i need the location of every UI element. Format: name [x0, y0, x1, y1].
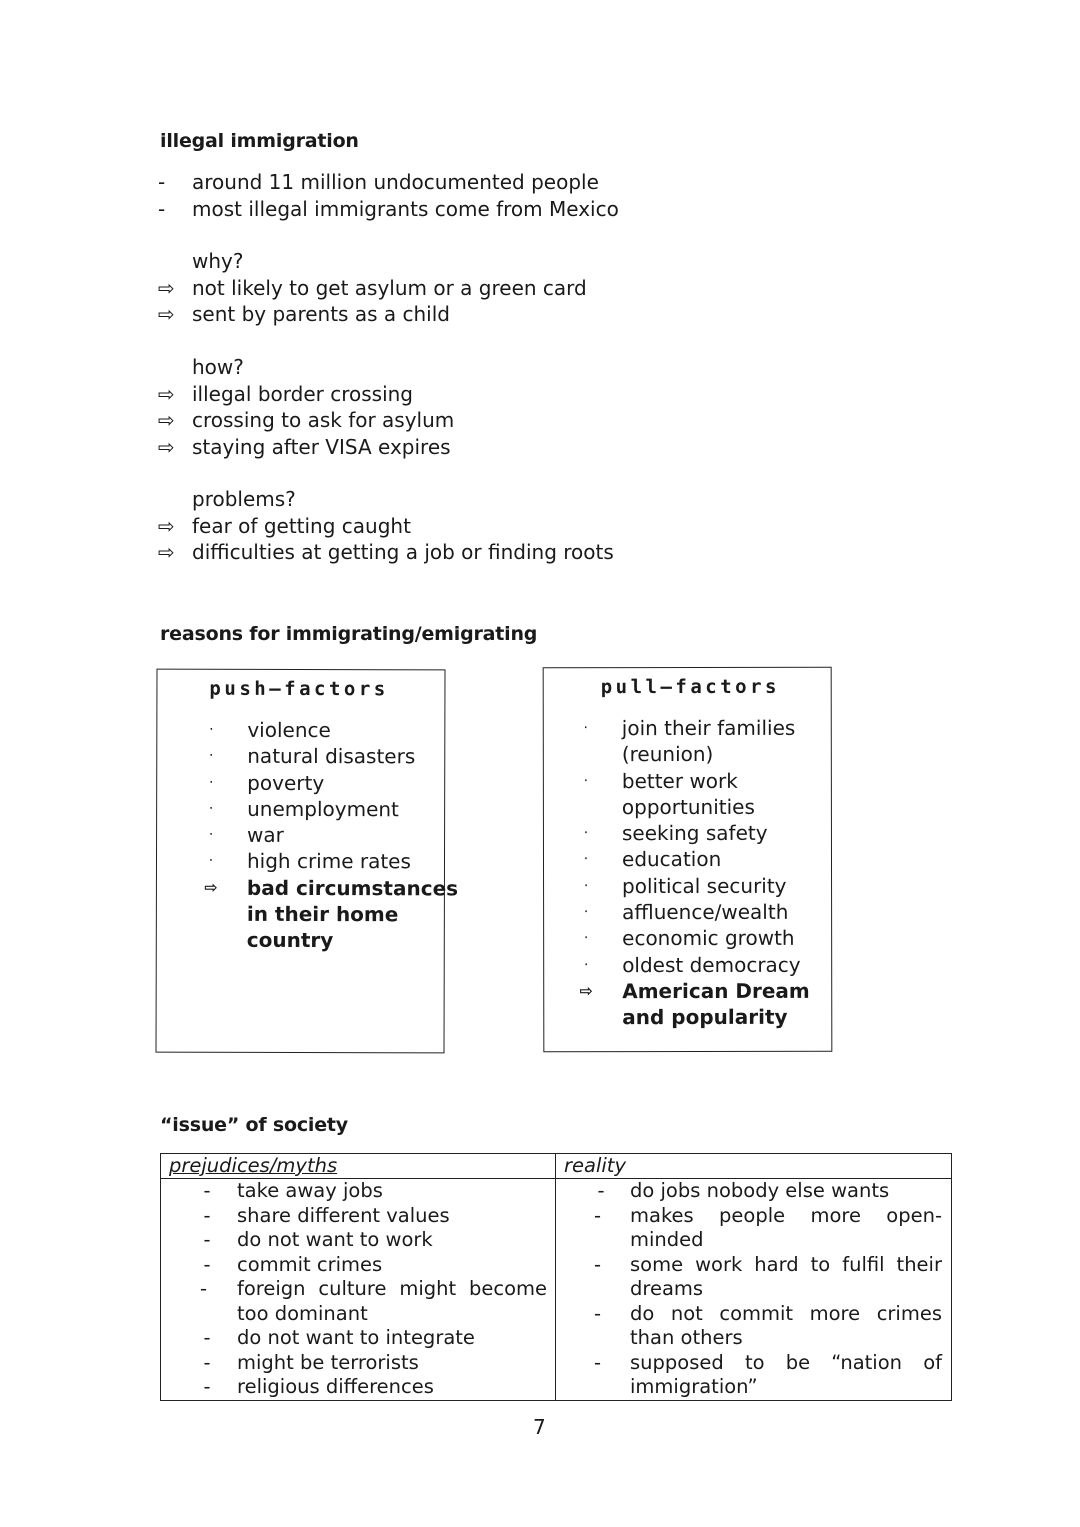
push-factors-list: [201, 717, 459, 954]
list-item: · natural disasters: [201, 743, 458, 770]
myths-list: [161, 1179, 555, 1400]
page-number: 7: [533, 1415, 546, 1439]
list-item: - do jobs nobody else wants: [594, 1179, 942, 1204]
dash-icon: -: [594, 1252, 602, 1276]
reality-cell: [556, 1179, 952, 1401]
list-item-continuation: opportunities: [621, 794, 755, 820]
list-item: - foreign culture might become: [200, 1277, 547, 1300]
bullet-dot-icon: ·: [208, 853, 214, 870]
list-item: · violence: [201, 717, 458, 744]
dash-icon: -: [203, 1326, 211, 1349]
myths-reality-table: [160, 1153, 952, 1401]
list-item-continuation: immigration”: [630, 1375, 758, 1398]
list-item-continuation: than others: [630, 1326, 743, 1349]
push-conclusion-line: country: [246, 928, 334, 953]
list-item: - do not want to integrate: [200, 1326, 547, 1351]
dash-icon: -: [200, 1277, 208, 1300]
bullet-dot-icon: ·: [208, 774, 214, 791]
dash-icon: -: [594, 1301, 602, 1325]
list-item: - take away jobs: [200, 1179, 547, 1204]
dash-icon: -: [594, 1350, 602, 1374]
bullet-dot-icon: ·: [583, 772, 589, 789]
myths-cell: [161, 1179, 556, 1401]
pull-factors-box: [543, 667, 833, 1053]
dash-icon: -: [597, 1179, 605, 1202]
section-title-reasons: reasons for immigrating/emigrating: [160, 623, 538, 645]
push-factors-box: [155, 669, 459, 1054]
pull-factors-title: pull–factors: [600, 675, 780, 699]
dash-icon: -: [158, 170, 166, 194]
pull-conclusion: ⇨ American Dream: [576, 978, 810, 1005]
why-block: [158, 248, 587, 328]
bullet-dot-icon: ·: [583, 877, 589, 894]
list-item: ⇨ difficulties at getting a job or finding roots: [158, 540, 614, 564]
list-item: · oldest democracy: [576, 951, 810, 978]
myths-column-header: prejudices/myths: [161, 1154, 556, 1179]
problems-block: [158, 486, 614, 566]
bullet-dot-icon: ·: [583, 930, 589, 947]
pull-conclusion-line: and popularity: [622, 1005, 788, 1030]
list-item: ⇨ sent by parents as a child: [158, 302, 450, 326]
arrow-right-icon: ⇨: [204, 877, 218, 897]
list-item: · poverty: [201, 769, 458, 796]
bullet-dot-icon: ·: [209, 748, 214, 765]
pull-factors-list: [576, 715, 810, 1031]
push-conclusion: ⇨ bad circumstances: [201, 875, 458, 902]
list-item: - most illegal immigrants come from Mexico: [158, 196, 619, 221]
section-title-illegal-immigration: illegal immigration: [160, 130, 359, 152]
list-item: - religious differences: [200, 1375, 547, 1400]
arrow-right-icon: ⇨: [158, 408, 175, 432]
list-item: - do not commit more crimes: [594, 1301, 942, 1325]
list-item-continuation: minded: [630, 1228, 704, 1251]
bullet-dot-icon: ·: [583, 904, 589, 921]
list-item: - makes people more open-: [594, 1203, 942, 1227]
arrow-right-icon: ⇨: [158, 540, 175, 564]
list-item: - might be terrorists: [200, 1351, 547, 1376]
list-item: · political security: [576, 873, 810, 900]
bullet-dot-icon: ·: [583, 851, 589, 868]
arrow-right-icon: ⇨: [579, 981, 593, 1001]
list-item: ⇨ not likely to get asylum or a green card: [158, 275, 587, 300]
bullet-dot-icon: ·: [209, 721, 214, 738]
arrow-right-icon: ⇨: [158, 302, 175, 326]
how-block: [158, 354, 454, 460]
dash-icon: -: [203, 1179, 211, 1202]
list-item: · seeking safety: [576, 820, 810, 847]
list-item: ⇨ fear of getting caught: [158, 513, 411, 538]
dash-icon: -: [594, 1203, 602, 1227]
list-item: · better work: [576, 767, 810, 794]
push-factors-title: push–factors: [209, 677, 389, 701]
arrow-right-icon: ⇨: [158, 513, 175, 538]
list-item-continuation: (reunion): [621, 742, 714, 767]
why-label: why?: [192, 249, 244, 273]
dash-icon: -: [203, 1252, 211, 1276]
list-item: · education: [576, 846, 810, 873]
list-item: ⇨ illegal border crossing: [158, 381, 414, 406]
reality-list: [556, 1179, 951, 1400]
push-conclusion-line: in their home: [246, 901, 399, 927]
list-item: · economic growth: [576, 925, 810, 952]
list-item-continuation: dreams: [630, 1277, 704, 1300]
list-item: - around 11 million undocumented people: [158, 170, 599, 194]
arrow-right-icon: ⇨: [158, 381, 175, 406]
list-item: · affluence/wealth: [576, 899, 810, 926]
problems-label: problems?: [192, 487, 296, 511]
list-item: - commit crimes: [200, 1253, 547, 1278]
facts-list: [158, 169, 619, 222]
dash-icon: -: [203, 1375, 211, 1398]
list-item-continuation: too dominant: [237, 1301, 368, 1325]
list-item: - do not want to work: [200, 1228, 547, 1253]
list-item: ⇨ crossing to ask for asylum: [158, 408, 455, 432]
reality-column-header: reality: [556, 1154, 952, 1179]
bullet-dot-icon: ·: [208, 826, 214, 843]
list-item: ⇨ staying after VISA expires: [158, 434, 451, 459]
list-item: · join their families: [576, 715, 810, 742]
bullet-dot-icon: ·: [208, 800, 214, 817]
list-item: · unemployment: [201, 796, 458, 823]
dash-icon: -: [203, 1228, 211, 1251]
list-item: · high crime rates: [201, 848, 458, 875]
dash-icon: -: [158, 196, 166, 221]
dash-icon: -: [203, 1203, 211, 1227]
arrow-right-icon: ⇨: [158, 275, 175, 300]
bullet-dot-icon: ·: [583, 720, 589, 737]
bullet-dot-icon: ·: [583, 956, 589, 973]
list-item: - some work hard to fulfil their: [594, 1252, 942, 1276]
list-item: · war: [201, 822, 458, 849]
arrow-right-icon: ⇨: [158, 434, 175, 459]
how-label: how?: [192, 355, 244, 379]
dash-icon: -: [203, 1350, 211, 1374]
list-item: - supposed to be “nation of: [594, 1350, 942, 1374]
bullet-dot-icon: ·: [583, 825, 589, 842]
section-title-issue-of-society: “issue” of society: [160, 1114, 348, 1136]
list-item: - share different values: [200, 1204, 547, 1229]
